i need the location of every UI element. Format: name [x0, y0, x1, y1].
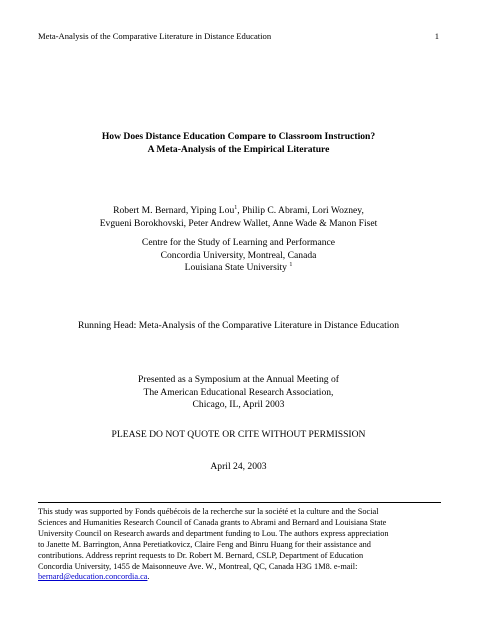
affiliation-line-3: [38, 262, 439, 275]
footnote-line-3: University Council on Research awards and department funding to Lou. The authors express appreciation: [38, 528, 389, 538]
permission-notice: [38, 429, 439, 442]
footnote-line-5: contributions. Address reprint requests to Dr. Robert M. Bernard, CSLP, Department of Education: [38, 550, 364, 560]
running-header-title: Meta-Analysis of the Comparative Literature in Distance Education: [38, 31, 272, 41]
affiliation-marker: 1: [234, 205, 238, 211]
footnote-line-6: Concordia University, 1455 de Maisonneuve Ave. W., Montreal, QC, Canada H3G 1M8. e-mail:: [38, 561, 358, 571]
footnote-line-7: [38, 572, 441, 583]
authors-line-1-b: , Philip C. Abrami, Lori Wozney,: [237, 205, 364, 216]
footnote-line-4: to Janette M. Barrington, Anna Peretiatkovicz, Claire Feng and Binru Huang for their assistance and: [38, 539, 371, 549]
presentation-info: [38, 374, 439, 412]
presented-line-1: Presented as a Symposium at the Annual Meeting of: [138, 374, 339, 385]
page-number: 1: [434, 31, 439, 41]
running-header: [38, 31, 439, 41]
footnote-line-1: This study was supported by Fonds québécois de la recherche sur la société et la culture and the Social: [38, 507, 379, 516]
title-line-1: How Does Distance Education Compare to Classroom Instruction?: [101, 131, 376, 142]
affiliation-line-1: Centre for the Study of Learning and Performance: [141, 237, 336, 248]
paper-title: [38, 131, 439, 156]
title-line-2: A Meta-Analysis of the Empirical Literature: [147, 143, 330, 155]
presented-line-3: Chicago, IL, April 2003: [192, 399, 285, 411]
running-head-text: Running Head: Meta-Analysis of the Comparative Literature in Distance Education: [77, 320, 400, 331]
affiliation-marker: 1: [289, 262, 293, 269]
email-suffix: .: [147, 572, 150, 582]
footnote-divider: [38, 502, 441, 503]
document-date: [38, 461, 439, 474]
document-date-text: April 24, 2003: [210, 461, 267, 472]
footnote-line-2: Sciences and Humanities Research Council of Canada grants to Abrami and Bernard and Louisiana State: [38, 517, 387, 527]
authors-line-1: [38, 205, 439, 218]
authors-line-1-a: Robert M. Bernard, Yiping Lou: [113, 205, 235, 216]
presented-line-2: The American Educational Research Association,: [143, 386, 334, 398]
affiliations: [38, 237, 439, 275]
footnote: [38, 507, 441, 583]
affiliation-line-2: Concordia University, Montreal, Canada: [160, 249, 317, 261]
email-link[interactable]: bernard@education.concordia.ca: [38, 572, 148, 582]
author-list: [38, 205, 439, 230]
running-head: [38, 320, 439, 333]
authors-line-2: Evgueni Borokhovski, Peter Andrew Wallet, Anne Wade & Manon Fiset: [99, 217, 378, 229]
permission-notice-text: PLEASE DO NOT QUOTE OR CITE WITHOUT PERMISSION: [111, 429, 366, 440]
affiliation-line-3-text: Louisiana State University: [184, 262, 290, 274]
